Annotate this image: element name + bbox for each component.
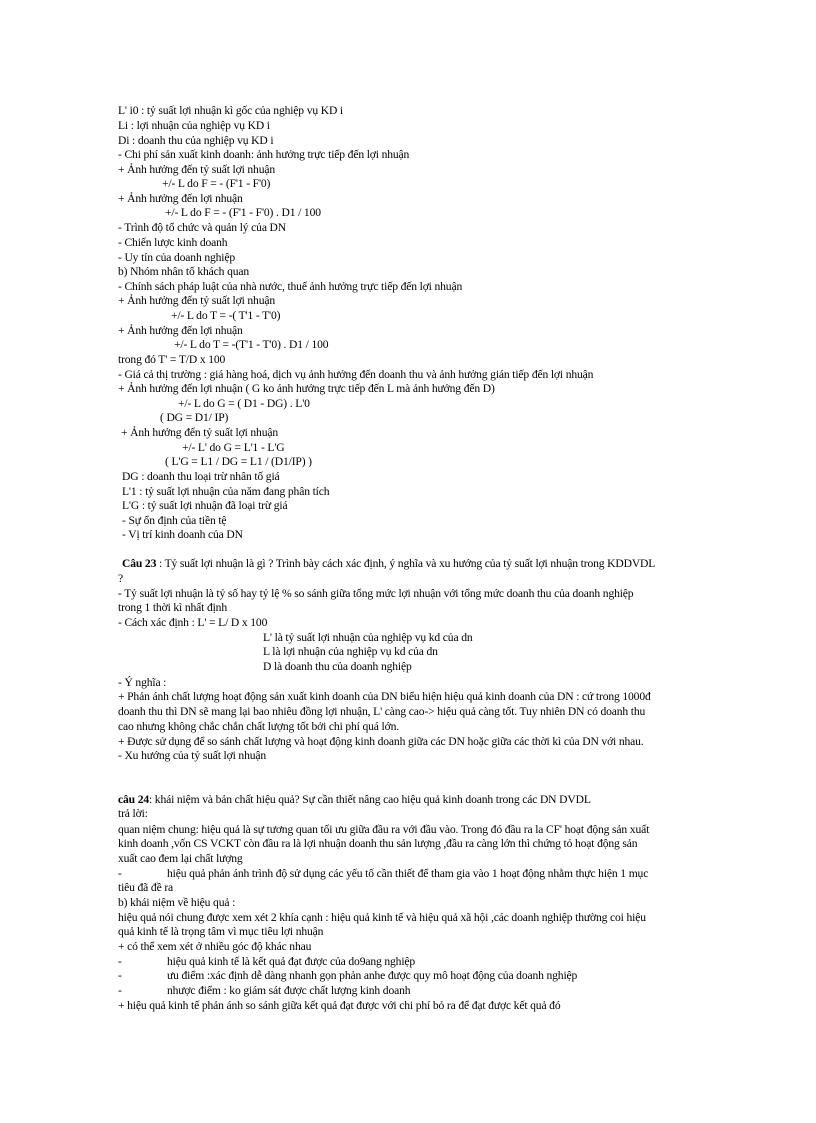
text-line: Li : lợi nhuận của nghiệp vụ KD i xyxy=(118,119,270,132)
text-line: + Ảnh hưởng đến tỷ suất lợi nhuận xyxy=(121,426,278,439)
list-dash: - xyxy=(118,955,122,968)
text-line: - Uy tín của doanh nghiệp xyxy=(118,251,235,264)
text-line: - Sự ổn định của tiền tệ xyxy=(122,514,227,527)
text-line: ưu điểm :xác định dễ dàng nhanh gọn phản anhe được quy mô hoạt động của doanh nghiệp xyxy=(167,969,578,982)
text-line: xuất cao đem lại chất lượng xyxy=(118,852,243,865)
text-line: tiêu đã đề ra xyxy=(118,881,174,894)
list-dash: - xyxy=(118,969,122,982)
text-line: L'1 : tỷ suất lợi nhuận của năm đang phân tích xyxy=(122,485,330,498)
formula-line: +/- L do F = - (F'1 - F'0) . D1 / 100 xyxy=(165,206,321,219)
text-line: + Phản ánh chất lượng hoạt động sản xuất kinh doanh của DN biểu hiện hiệu quả kinh doanh của DN : cứ trong 1000đ xyxy=(118,690,651,703)
text-line: + Ảnh hưởng đến tỷ suất lợi nhuận xyxy=(118,163,275,176)
formula-line: +/- L do G = ( D1 - DG) . L'0 xyxy=(178,397,310,410)
text-line: D là doanh thu của doanh nghiệp xyxy=(263,660,412,673)
question-23-text: : Tỷ suất lợi nhuận là gì ? Trình bày cách xác định, ý nghĩa và xu hướng của tỷ suất lợi nhuận trong KDDVDL xyxy=(156,557,656,570)
text-line: + Ảnh hưởng đến lợi nhuận xyxy=(118,192,243,205)
list-dash: - xyxy=(118,867,122,880)
text-line: L' là tỷ suất lợi nhuận của nghiệp vụ kd của dn xyxy=(263,631,473,644)
text-line: b) khái niệm về hiệu quả : xyxy=(118,896,236,909)
question-24-label: câu 24 xyxy=(118,793,149,806)
text-line: DG : doanh thu loại trừ nhân tố giá xyxy=(122,470,280,483)
formula-line: +/- L do T = -( T'1 - T'0) xyxy=(171,309,281,322)
text-line: trả lời: xyxy=(118,807,148,820)
text-line: hiệu quả kinh tế là kết quả đạt được của do9ang nghiệp xyxy=(167,955,416,968)
text-line: L' i0 : tỷ suất lợi nhuận kì gốc của nghiệp vụ KD i xyxy=(118,104,344,117)
formula-line: ( L'G = L1 / DG = L1 / (D1/IP) ) xyxy=(165,455,312,468)
question-23-label: Câu 23 xyxy=(122,557,157,570)
text-line: Di : doanh thu của nghiệp vụ KD i xyxy=(118,134,274,147)
text-line: - Tỷ suất lợi nhuận là tỷ số hay tỷ lệ % so sánh giữa tổng mức lợi nhuận với tổng mức doanh thu của doanh nghiệp xyxy=(118,587,634,600)
text-line: b) Nhóm nhân tố khách quan xyxy=(118,265,250,278)
text-line: trong 1 thời kì nhất định xyxy=(118,601,227,614)
question-24-text: : khái niệm và bản chất hiệu quả? Sự cần thiết nâng cao hiệu quả kinh doanh trong các DN DVDL xyxy=(148,793,591,806)
list-dash: - xyxy=(118,984,122,997)
text-line: - Trình độ tổ chức và quản lý của DN xyxy=(118,221,287,234)
formula-line: +/- L do F = - (F'1 - F'0) xyxy=(162,177,271,190)
text-line: - Giá cả thị trường : giá hàng hoá, dịch vụ ảnh hưởng đến doanh thu và ảnh hưởng gián tiếp đến lợi nhuận xyxy=(118,368,594,381)
text-line: - Cách xác định : L' = L/ D x 100 xyxy=(118,616,268,629)
text-line: L'G : tỷ suất lợi nhuận đã loại trừ giá xyxy=(122,499,288,512)
formula-line: +/- L do T = -(T'1 - T'0) . D1 / 100 xyxy=(174,338,329,351)
text-line: + Được sử dụng để so sánh chất lượng và hoạt động kinh doanh giữa các DN hoặc giữa các thời kì của DN với nhau. xyxy=(118,735,644,748)
text-line: + hiệu quả kinh tế phản ánh so sánh giữa kết quả đạt được với chi phí bỏ ra để đạt được kết quả đó xyxy=(118,999,561,1012)
text-line: + có thể xem xét ở nhiều góc độ khác nhau xyxy=(118,940,312,953)
text-line: nhược điểm : ko giám sát được chất lượng kinh doanh xyxy=(167,984,411,997)
text-line: - Chính sách pháp luật của nhà nước, thuế ảnh hưởng trực tiếp đến lợi nhuận xyxy=(118,280,463,293)
text-line: - Chi phí sản xuất kinh doanh: ảnh hưởng trực tiếp đến lợi nhuận xyxy=(118,148,410,161)
question-23-line xyxy=(122,557,655,571)
text-line: hiệu quả nói chung được xem xét 2 khía cạnh : hiệu quả kinh tế và hiệu quả xã hội ,các doanh nghiệp thường coi hiệu xyxy=(118,911,646,924)
text-line: hiệu quả phản ánh trình độ sử dụng các yếu tố cần thiết để tham gia vào 1 hoạt động nhằm thực hiện 1 mục xyxy=(167,867,649,880)
text-line: + Ảnh hưởng đến lợi nhuận xyxy=(118,324,243,337)
question-24-line xyxy=(118,793,591,807)
text-line: + Ảnh hưởng đến lợi nhuận ( G ko ảnh hưởng trực tiếp đến L mà ảnh hưởng đến D) xyxy=(118,382,495,395)
text-line: quan niệm chung: hiệu quả là sự tương quan tối ưu giữa đầu ra với đầu vào. Trong đó đầu ra la CF' hoạt động sản xuất xyxy=(118,823,650,836)
text-line: quả kinh tế là trọng tâm vì mục tiêu lợi nhuận xyxy=(118,925,324,938)
text-line: doanh thu thì DN sẽ mang lại bao nhiêu đồng lợi nhuận, L' càng cao-> hiệu quả càng tốt. Tuy nhiên DN có doanh thu xyxy=(118,705,646,718)
text-line: trong đó T' = T/D x 100 xyxy=(118,353,226,366)
text-line: - Ý nghĩa : xyxy=(118,676,167,689)
text-line: - Vị trí kinh doanh của DN xyxy=(122,528,243,541)
text-line: ? xyxy=(118,572,123,585)
text-line: - Chiến lược kinh doanh xyxy=(118,236,228,249)
text-line: L là lợi nhuận của nghiệp vụ kd của dn xyxy=(263,645,438,658)
text-line: cao nhưng không chắc chắn chất lượng tốt bởi chi phí quá lớn. xyxy=(118,720,399,733)
text-line: - Xu hướng của tỷ suất lợi nhuận xyxy=(118,749,267,762)
formula-line: ( DG = D1/ IP) xyxy=(160,411,229,424)
formula-line: +/- L' do G = L'1 - L'G xyxy=(182,441,285,454)
text-line: kinh doanh ,vốn CS VCKT còn đầu ra là lợi nhuận doanh thu sản lượng ,đầu ra càng lớn thì chứng tỏ hoạt động sản xyxy=(118,837,638,850)
text-line: + Ảnh hưởng đến tỷ suất lợi nhuận xyxy=(118,294,275,307)
